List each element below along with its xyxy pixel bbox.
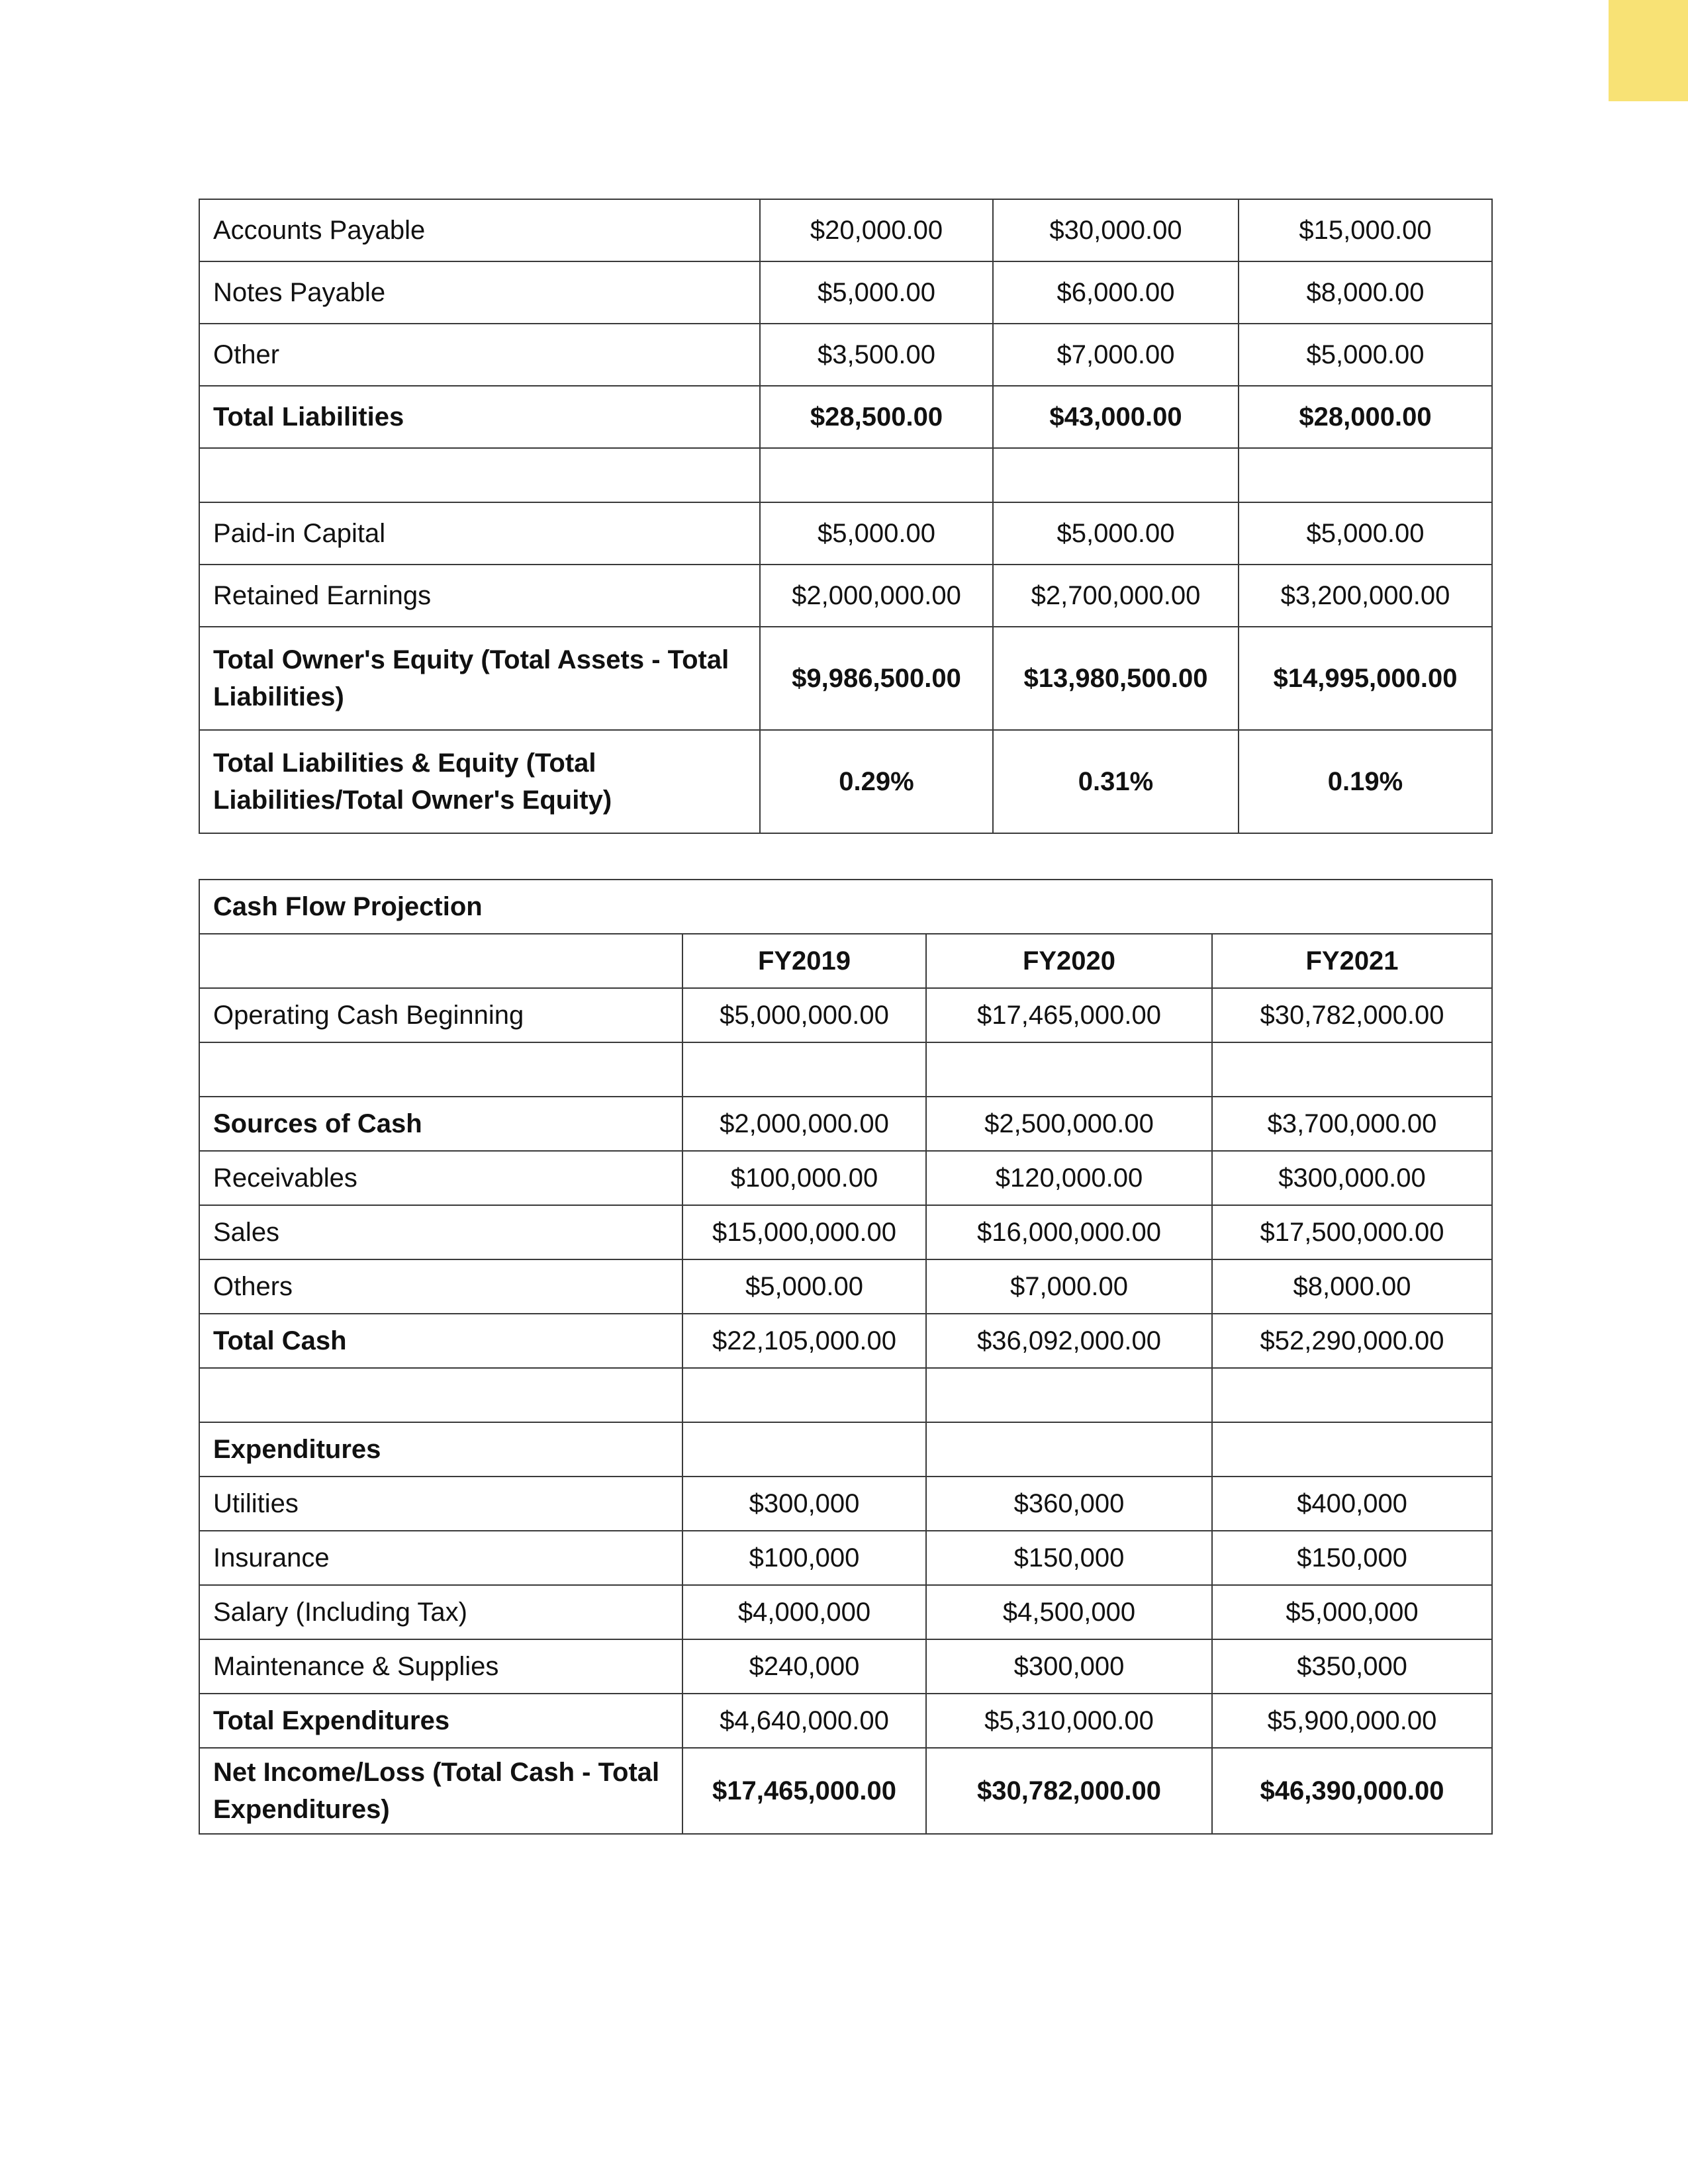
cell-col-2: $16,000,000.00 [926, 1205, 1212, 1259]
cell-col-2: $360,000 [926, 1477, 1212, 1531]
cell-col-1: $5,000.00 [760, 261, 993, 324]
cell-col-1: $5,000.00 [682, 1259, 926, 1314]
header-fy2019: FY2019 [682, 934, 926, 988]
cell-col-1: $2,000,000.00 [760, 565, 993, 627]
cell-col-2: 0.31% [993, 730, 1239, 833]
cell-col-1: $5,000,000.00 [682, 988, 926, 1042]
table-row [199, 1531, 1492, 1585]
table-row [199, 1585, 1492, 1639]
table-row [199, 261, 1492, 324]
cell-col-1: $240,000 [682, 1639, 926, 1694]
row-label: Total Liabilities [199, 386, 760, 448]
cell-col-3: $150,000 [1212, 1531, 1492, 1585]
cell-col-3: $46,390,000.00 [1212, 1748, 1492, 1834]
table-row [199, 324, 1492, 386]
cell-col-2: $7,000.00 [993, 324, 1239, 386]
total-cash-row [199, 1314, 1492, 1368]
cell-col-3: $14,995,000.00 [1239, 627, 1492, 730]
row-label: Utilities [199, 1477, 682, 1531]
row-label: Retained Earnings [199, 565, 760, 627]
row-label: Insurance [199, 1531, 682, 1585]
cell-col-3: $3,700,000.00 [1212, 1097, 1492, 1151]
cell-col-1: $28,500.00 [760, 386, 993, 448]
cell-col-3: $15,000.00 [1239, 199, 1492, 261]
cell-col-1 [760, 448, 993, 502]
spacer-row [199, 1042, 1492, 1097]
cell-col-2: $13,980,500.00 [993, 627, 1239, 730]
table-row [199, 1477, 1492, 1531]
row-label [199, 1042, 682, 1097]
cash-flow-table [199, 879, 1493, 1835]
total-liabilities-row [199, 386, 1492, 448]
cell-col-1: $3,500.00 [760, 324, 993, 386]
table-title-row [199, 880, 1492, 934]
cell-col-2: $43,000.00 [993, 386, 1239, 448]
table-row [199, 1422, 1492, 1477]
cell-col-3: $28,000.00 [1239, 386, 1492, 448]
row-label: Paid-in Capital [199, 502, 760, 565]
row-label: Other [199, 324, 760, 386]
cell-col-3: $5,900,000.00 [1212, 1694, 1492, 1748]
cell-col-2: $5,000.00 [993, 502, 1239, 565]
cell-col-3: $300,000.00 [1212, 1151, 1492, 1205]
cell-col-3: $5,000.00 [1239, 324, 1492, 386]
table-row [199, 502, 1492, 565]
cell-col-3 [1239, 448, 1492, 502]
cell-col-2 [926, 1042, 1212, 1097]
row-label: Total Liabilities & Equity (Total Liabilities/Total Owner's Equity) [199, 730, 760, 833]
corner-tab [1609, 0, 1688, 101]
row-label: Maintenance & Supplies [199, 1639, 682, 1694]
table-row [199, 1639, 1492, 1694]
cell-col-1 [682, 1422, 926, 1477]
row-label: Sales [199, 1205, 682, 1259]
cell-col-3: $5,000.00 [1239, 502, 1492, 565]
cell-col-2: $36,092,000.00 [926, 1314, 1212, 1368]
row-label: Sources of Cash [199, 1097, 682, 1151]
spacer-row [199, 448, 1492, 502]
spacer-row [199, 1368, 1492, 1422]
row-label: Operating Cash Beginning [199, 988, 682, 1042]
row-label: Receivables [199, 1151, 682, 1205]
total-expenditures-row [199, 1694, 1492, 1748]
cell-col-2: $2,700,000.00 [993, 565, 1239, 627]
cell-col-2: $5,310,000.00 [926, 1694, 1212, 1748]
cell-col-1: $4,000,000 [682, 1585, 926, 1639]
row-label: Total Cash [199, 1314, 682, 1368]
table-row [199, 565, 1492, 627]
cell-col-1: $4,640,000.00 [682, 1694, 926, 1748]
row-label: Accounts Payable [199, 199, 760, 261]
cell-col-2: $150,000 [926, 1531, 1212, 1585]
cell-col-3: $3,200,000.00 [1239, 565, 1492, 627]
table-row [199, 988, 1492, 1042]
cell-col-2: $17,465,000.00 [926, 988, 1212, 1042]
cell-col-1: $100,000.00 [682, 1151, 926, 1205]
cell-col-3: $5,000,000 [1212, 1585, 1492, 1639]
header-empty-cell [199, 934, 682, 988]
cell-col-2: $30,782,000.00 [926, 1748, 1212, 1834]
table-row [199, 1205, 1492, 1259]
cell-col-2: $6,000.00 [993, 261, 1239, 324]
cell-col-1: $9,986,500.00 [760, 627, 993, 730]
cell-col-3 [1212, 1422, 1492, 1477]
cell-col-1: $15,000,000.00 [682, 1205, 926, 1259]
cell-col-2 [926, 1422, 1212, 1477]
header-fy2021: FY2021 [1212, 934, 1492, 988]
cell-col-1: $22,105,000.00 [682, 1314, 926, 1368]
balance-sheet-table [199, 199, 1493, 834]
table-row [199, 199, 1492, 261]
header-fy2020: FY2020 [926, 934, 1212, 988]
cell-col-1: $20,000.00 [760, 199, 993, 261]
total-owners-equity-row [199, 627, 1492, 730]
cell-col-3: $17,500,000.00 [1212, 1205, 1492, 1259]
cell-col-1: $5,000.00 [760, 502, 993, 565]
cell-col-2 [926, 1368, 1212, 1422]
cell-col-3: $30,782,000.00 [1212, 988, 1492, 1042]
cell-col-3: $8,000.00 [1212, 1259, 1492, 1314]
cell-col-3 [1212, 1368, 1492, 1422]
cell-col-2: $120,000.00 [926, 1151, 1212, 1205]
cell-col-2: $30,000.00 [993, 199, 1239, 261]
row-label: Net Income/Loss (Total Cash - Total Expenditures) [199, 1748, 682, 1834]
cell-col-3 [1212, 1042, 1492, 1097]
cell-col-2 [993, 448, 1239, 502]
cell-col-3: $52,290,000.00 [1212, 1314, 1492, 1368]
table-row [199, 1097, 1492, 1151]
row-label [199, 448, 760, 502]
row-label: Total Owner's Equity (Total Assets - Total Liabilities) [199, 627, 760, 730]
cell-col-2: $4,500,000 [926, 1585, 1212, 1639]
row-label [199, 1368, 682, 1422]
cell-col-2: $7,000.00 [926, 1259, 1212, 1314]
cell-col-2: $2,500,000.00 [926, 1097, 1212, 1151]
row-label: Others [199, 1259, 682, 1314]
row-label: Salary (Including Tax) [199, 1585, 682, 1639]
cell-col-1: $100,000 [682, 1531, 926, 1585]
cell-col-3: $8,000.00 [1239, 261, 1492, 324]
net-income-row [199, 1748, 1492, 1834]
total-liabilities-equity-row [199, 730, 1492, 833]
cell-col-1: $17,465,000.00 [682, 1748, 926, 1834]
cell-col-3: 0.19% [1239, 730, 1492, 833]
row-label: Total Expenditures [199, 1694, 682, 1748]
header-row [199, 934, 1492, 988]
row-label: Expenditures [199, 1422, 682, 1477]
cell-col-2: $300,000 [926, 1639, 1212, 1694]
cell-col-1 [682, 1042, 926, 1097]
cell-col-1: $2,000,000.00 [682, 1097, 926, 1151]
cash-flow-title: Cash Flow Projection [199, 880, 1492, 934]
cell-col-3: $350,000 [1212, 1639, 1492, 1694]
table-row [199, 1259, 1492, 1314]
row-label: Notes Payable [199, 261, 760, 324]
cell-col-1: 0.29% [760, 730, 993, 833]
cell-col-1 [682, 1368, 926, 1422]
table-row [199, 1151, 1492, 1205]
cell-col-3: $400,000 [1212, 1477, 1492, 1531]
cell-col-1: $300,000 [682, 1477, 926, 1531]
